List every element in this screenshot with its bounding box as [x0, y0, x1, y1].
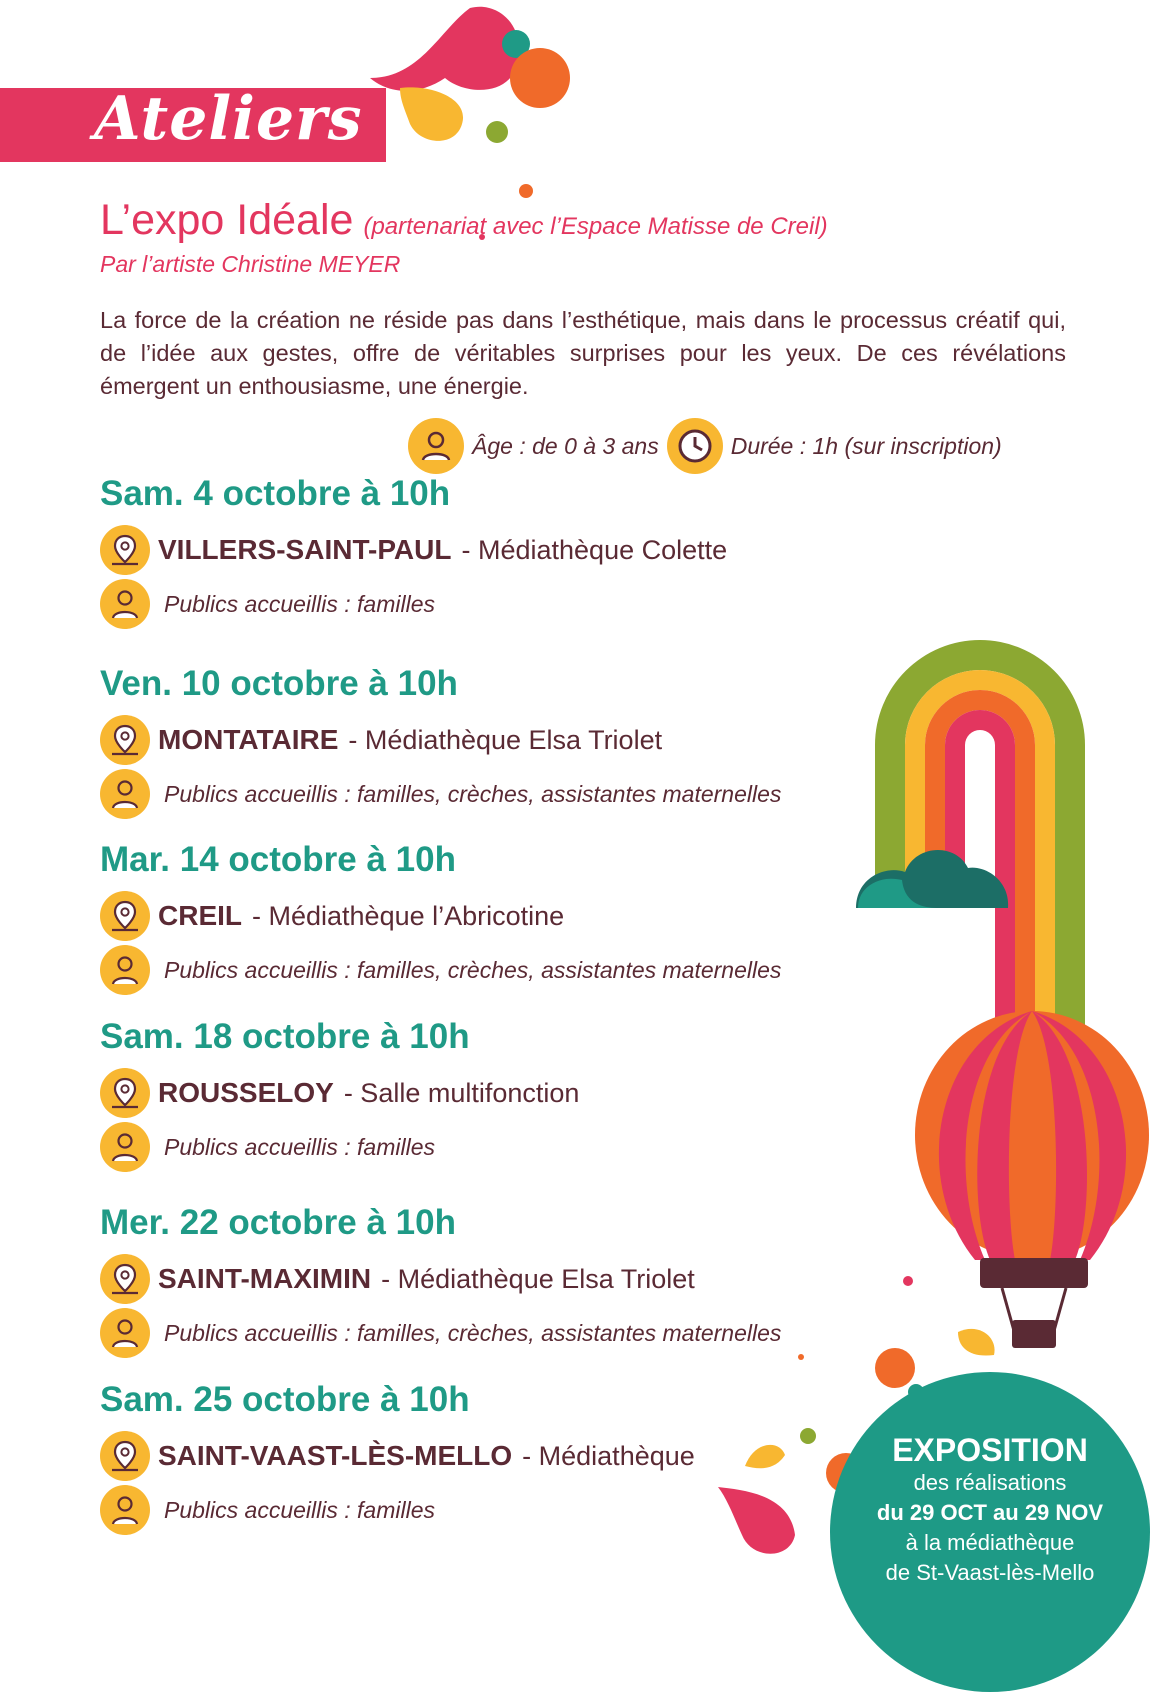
person-icon [100, 579, 150, 629]
event-item [100, 664, 960, 820]
event-public: Publics accueillis : familles [164, 590, 435, 617]
exposition-circle [830, 1372, 1150, 1692]
green-dot [486, 121, 508, 143]
workshop-partnership: (partenariat avec l’Espace Matisse de Creil) [363, 213, 828, 240]
event-date: Ven. 10 octobre à 10h [100, 664, 458, 703]
event-item [100, 840, 960, 996]
workshop-name: L’expo Idéale [100, 196, 354, 244]
exposition-line3: de St-Vaast-lès-Mello [885, 1560, 1095, 1585]
yellow-drop-shape [400, 87, 463, 141]
event-public: Publics accueillis : familles, crèches, assistantes maternelles [164, 780, 782, 807]
event-public: Publics accueillis : familles, crèches, assistantes maternelles [164, 956, 782, 983]
clock-icon [667, 418, 723, 474]
person-icon [100, 1485, 150, 1535]
location-pin-icon [100, 715, 150, 765]
event-venue: - Salle multifonction [343, 1077, 580, 1108]
event-item [100, 1017, 960, 1173]
age-text: Âge : de 0 à 3 ans [472, 432, 659, 459]
exposition-dates: du 29 OCT au 29 NOV [876, 1500, 1104, 1525]
pink-drop-shape [370, 7, 519, 91]
event-public-row [100, 1307, 960, 1359]
exposition-line1: des réalisations [913, 1470, 1067, 1495]
event-place-row [100, 524, 960, 576]
event-item [100, 474, 960, 630]
exposition-line2: à la médiathèque [905, 1530, 1075, 1555]
event-place-row [100, 890, 960, 942]
workshop-title [100, 196, 828, 245]
workshop-description: La force de la création ne réside pas dans l’esthétique, mais dans le processus créatif qui, de l’idée aux gestes, offre de véritables surprises pour les yeux. De ces révélations émergent un enthousiasme, une énergie. [100, 307, 1066, 399]
event-public: Publics accueillis : familles [164, 1496, 435, 1523]
location-pin-icon [100, 525, 150, 575]
event-place-row [100, 714, 960, 766]
event-place-row [100, 1253, 960, 1305]
event-public: Publics accueillis : familles [164, 1133, 435, 1160]
event-date: Mer. 22 octobre à 10h [100, 1203, 456, 1242]
person-icon [100, 769, 150, 819]
event-public-row [100, 1121, 960, 1173]
event-venue: - Médiathèque Colette [461, 534, 728, 565]
person-icon [100, 1308, 150, 1358]
yellow-drop-shape-2 [958, 1329, 995, 1356]
event-date: Sam. 25 octobre à 10h [100, 1380, 470, 1419]
person-icon [100, 945, 150, 995]
orange-dot [510, 48, 570, 108]
event-public-row [100, 944, 960, 996]
location-pin-icon [100, 891, 150, 941]
event-date: Sam. 18 octobre à 10h [100, 1017, 470, 1056]
event-venue: - Médiathèque Elsa Triolet [381, 1263, 695, 1294]
location-pin-icon [100, 1254, 150, 1304]
location-pin-icon [100, 1068, 150, 1118]
exposition-title: EXPOSITION [892, 1432, 1088, 1468]
event-public: Publics accueillis : familles, crèches, assistantes maternelles [164, 1319, 782, 1346]
duration-text: Durée : 1h (sur inscription) [730, 432, 1002, 459]
event-venue: - Médiathèque [522, 1440, 695, 1471]
workshop-meta [408, 418, 1002, 474]
event-venue: - Médiathèque l’Abricotine [252, 900, 565, 931]
event-place-row [100, 1067, 960, 1119]
event-date: Sam. 4 octobre à 10h [100, 474, 451, 513]
event-item [100, 1203, 960, 1359]
event-city: CREIL [158, 900, 242, 931]
event-venue: - Médiathèque Elsa Triolet [348, 724, 663, 755]
event-city: SAINT-VAAST-LÈS-MELLO [158, 1440, 513, 1471]
event-city: MONTATAIRE [158, 724, 339, 755]
person-icon [408, 418, 464, 474]
ateliers-title: Ateliers [94, 84, 363, 154]
event-public-row [100, 578, 960, 630]
event-city: SAINT-MAXIMIN [158, 1263, 372, 1294]
person-icon [100, 1122, 150, 1172]
event-city: ROUSSELOY [158, 1077, 334, 1108]
location-pin-icon [100, 1431, 150, 1481]
event-date: Mar. 14 octobre à 10h [100, 840, 456, 879]
event-public-row [100, 768, 960, 820]
workshop-byline: Par l’artiste Christine MEYER [100, 251, 401, 277]
event-city: VILLERS-SAINT-PAUL [158, 534, 452, 565]
